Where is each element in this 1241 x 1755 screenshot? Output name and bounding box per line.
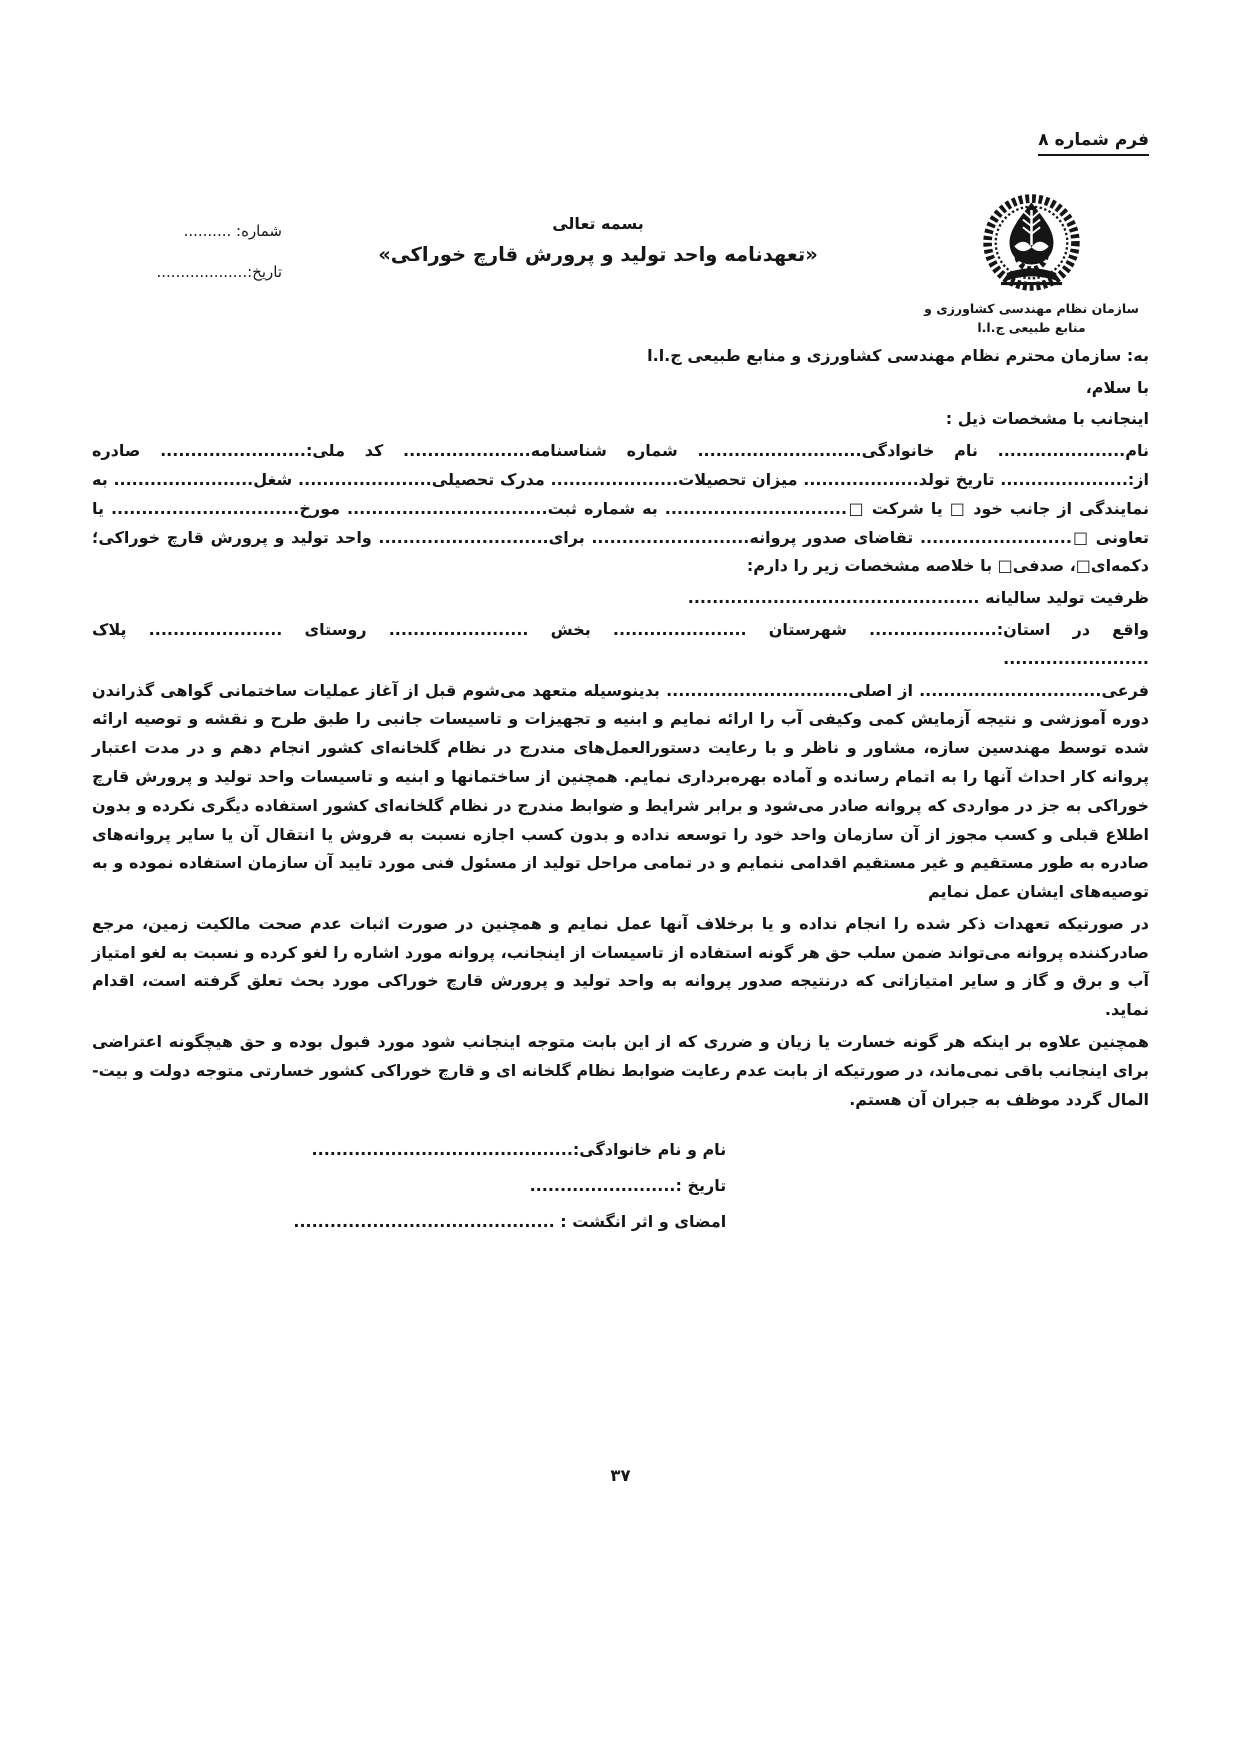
addressee-line: به: سازمان محترم نظام مهندسی کشاورزی و منابع طبیعی ج.ا.ا <box>647 345 1149 365</box>
page-number: ۳۷ <box>610 1466 631 1485</box>
damages-paragraph: همچنین علاوه بر اینکه هر گونه خسارت یا زیان و ضرری که از این بابت متوجه اینجانب شود مورد قبول بوده و حق هیچگونه اعتراضی برای اینجانب باقی نمی‌ماند، در صورتیکه از بابت عدم رعایت ضوابط نظام گلخانه ای و قارچ خوراکی کشور خسارتی متوجه دولت و بیت-المال گردد موظف به جبران آن هستم. <box>92 1032 1149 1109</box>
document-title: «تعهدنامه واحد تولید و پرورش قارچ خوراکی» <box>378 243 818 266</box>
applicant-fields-paragraph: نام..................... نام خانوادگی........................... شماره شناسنامه..................... کد ملی:........................ صادره از:..................... تاریخ تولد................... میزان تحصیلات..................... مدرک تحصیلی...................... شغل....................... به نمایندگی از جانب خود □ یا شرکت □.............................. به شماره ثبت................................. مورخ............................... یا تعاونی □......................... تقاضای صدور پروانه.......................... برای............................ واحد تولید و پرورش قارچ خوراکی؛ دکمه‌ای□، صدفی□ با خلاصه مشخصات زیر را دارم: <box>92 441 1149 576</box>
location-line: واقع در استان:..................... شهرستان ...................... بخش ....................... روستای ...................... پلاک ........................ <box>92 619 1149 668</box>
bismillah-text: بسمه تعالی <box>552 214 644 233</box>
commitment-paragraph: فرعی.............................. از اصلی.............................. بدینوسیله متعهد می‌شوم قبل از آغاز عملیات ساختمانی گواهی گذراندن دوره آموزشی و نتیجه آزمایش کمی وکیفی آب را ارائه نمایم و ابنیه و تجهیزات و تاسیسات جانبی را طبق طرح و نقشه و توصیه ارائه شده توسط مهندسین سازه، مشاور و ناظر و با رعایت دستورالعمل‌های مندرج در نظام گلخانه‌ای کشور انجام دهم و در مدت اعتبار پروانه کار احداث آنها را به اتمام رسانده و آماده بهره‌برداری نمایم. همچنین از ساختمانها و ابنیه و تاسیسات واحد تولید و پرورش قارچ خوراکی به جز در مواردی که پروانه صادر می‌شود و برابر شرایط و ضوابط مندرج در نظام گلخانه‌ای کشور استفاده دیگری نکرده و بدون اطلاع قبلی و کسب مجوز از آن سازمان واحد خود را توسعه نداده و بدون کسب اجازه نسبت به فروش یا انتقال آن یا سایر پروانه‌های صادره به طور مستقیم و غیر مستقیم اقدامی ننمایم و در تمامی مراحل تولید از مسئول فنی مورد تایید آن سازمان استفاده نموده و به توصیه‌های ایشان عمل نمایم <box>92 680 1149 902</box>
signature-name-line: نام و نام خانوادگی:........................................... <box>311 1140 727 1160</box>
organization-emblem-icon <box>979 190 1084 295</box>
organization-logo-block <box>914 190 1149 338</box>
greeting-line: با سلام، <box>1085 377 1149 397</box>
number-field: شماره: .......... <box>183 222 282 240</box>
intro-line: اینجانب با مشخصات ذیل : <box>945 409 1149 429</box>
form-number-header <box>92 130 1149 156</box>
document-header <box>92 186 1149 338</box>
number-date-block <box>92 186 282 306</box>
letter-body <box>92 342 1149 1115</box>
date-field: تاریخ:................... <box>156 263 282 281</box>
title-block <box>282 186 914 266</box>
signature-fingerprint-line: امضای و اثر انگشت : ........................................... <box>293 1212 727 1232</box>
signature-block <box>293 1140 726 1231</box>
org-name-line1: سازمان نظام مهندسی کشاورزی و <box>924 301 1139 316</box>
signature-date-line: تاریخ :........................ <box>529 1176 727 1196</box>
annual-capacity-line: ظرفیت تولید سالیانه ................................................ <box>687 588 1149 608</box>
form-number-label: فرم شماره ۸ <box>1038 130 1149 156</box>
org-name-line2: منابع طبیعی ج.ا.ا <box>977 320 1086 336</box>
violation-consequences-paragraph: در صورتیکه تعهدات ذکر شده را انجام نداده و یا برخلاف آنها عمل نمایم و همچنین در صورت اثبات عدم صحت مالکیت زمین، مرجع صادرکننده پروانه می‌تواند ضمن سلب حق هر گونه استفاده از تاسیسات از اینجانب، پروانه مورد اشاره را لغو کرده و نسبت به لغو امتیاز آب و برق و گاز و سایر امتیازاتی که درنتیجه صدور پروانه به واحد تولید و پرورش قارچ خوراکی مورد بحث تعلق گرفته است، اقدام نماید. <box>92 913 1149 1020</box>
